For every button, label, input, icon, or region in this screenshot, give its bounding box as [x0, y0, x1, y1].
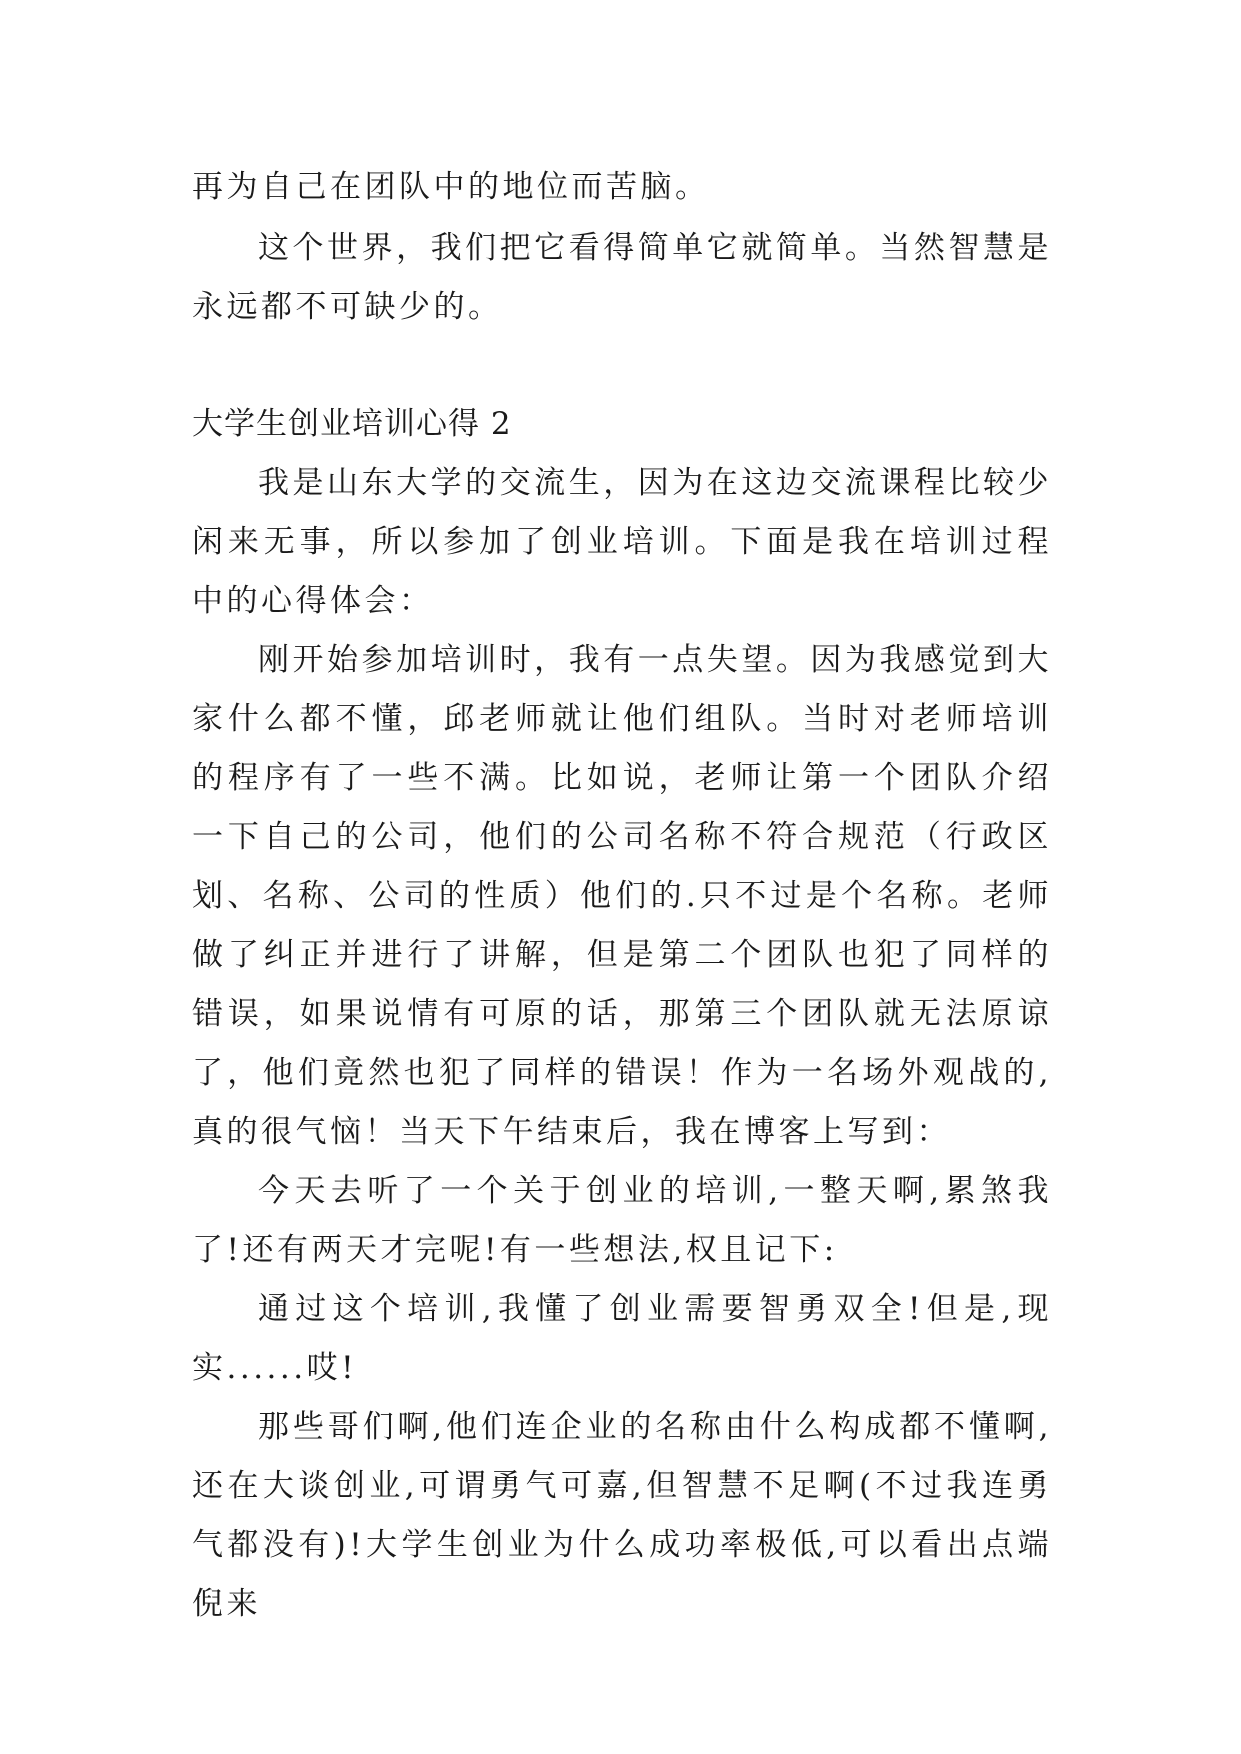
paragraph-intro: 我是山东大学的交流生，因为在这边交流课程比较少闲来无事，所以参加了创业培训。下面是我在培训过程中的心得体会： [192, 465, 1052, 619]
paragraph-continuation-1: 再为自己在团队中的地位而苦脑。 [192, 169, 710, 205]
paragraph-blog-quote-3: 那些哥们啊,他们连企业的名称由什么构成都不懂啊,还在大谈创业,可谓勇气可嘉,但智慧不足啊(不过我连勇气都没有)!大学生创业为什么成功率极低,可以看出点端倪来 [192, 1409, 1052, 1622]
paragraph-blog-quote-2: 通过这个培训,我懂了创业需要智勇双全!但是,现实......哎! [192, 1291, 1052, 1386]
section-spacer [192, 337, 1052, 395]
paragraph-blog-quote-1: 今天去听了一个关于创业的培训,一整天啊,累煞我了!还有两天才完呢!有一些想法,权且记下: [192, 1173, 1052, 1268]
document-body [192, 158, 1052, 1634]
paragraph-continuation-2: 这个世界，我们把它看得简单它就简单。当然智慧是永远都不可缺少的。 [192, 230, 1052, 325]
paragraph-experience: 刚开始参加培训时，我有一点失望。因为我感觉到大家什么都不懂，邱老师就让他们组队。当时对老师培训的程序有了一些不满。比如说，老师让第一个团队介绍一下自己的公司，他们的公司名称不符合规范（行政区划、名称、公司的性质）他们的.只不过是个名称。老师做了纠正并进行了讲解，但是第二个团队也犯了同样的错误，如果说情有可原的话，那第三个团队就无法原谅了，他们竟然也犯了同样的错误！作为一名场外观战的,真的很气恼！当天下午结束后，我在博客上写到： [192, 642, 1052, 1150]
section-title: 大学生创业培训心得 2 [192, 406, 512, 442]
